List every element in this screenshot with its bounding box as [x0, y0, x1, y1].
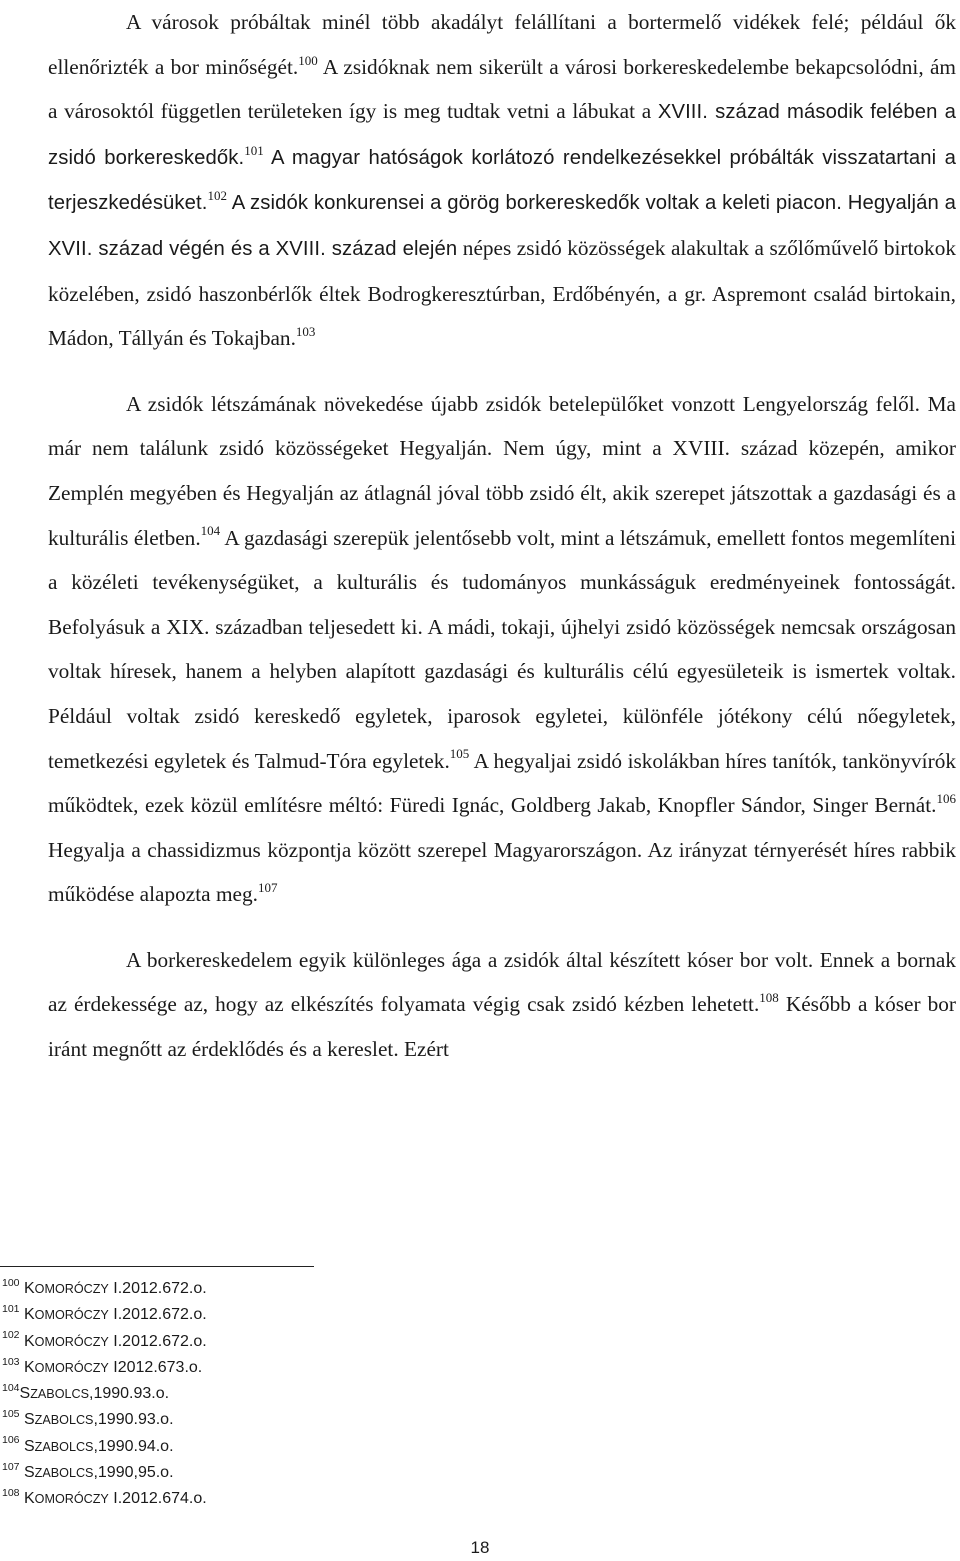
author-initial: K: [23, 1490, 35, 1508]
footnote-reference: 104: [200, 523, 221, 539]
footnote-reference-text: ,1990,95.o.: [93, 1464, 174, 1482]
footnote-reference: 106: [936, 791, 956, 806]
footnote: [2, 1276, 602, 1302]
text-run: XVIII. század második felében a zsidó borkereskedők.: [48, 101, 956, 169]
author-initial: S: [23, 1437, 35, 1455]
text-run: Hegyalja a chassidizmus központja között szerepel Magyarországon. Az irányzat térnyerését híres rabbik működése alapozta meg.: [48, 837, 956, 907]
footnote-reference: 100: [298, 52, 318, 68]
author-rest: OMORÓCZY: [34, 1308, 109, 1323]
footnote: [2, 1355, 602, 1381]
footnote: [2, 1407, 602, 1433]
footnotes: [2, 1276, 602, 1513]
footnote-number: 102: [2, 1329, 20, 1342]
text-run: A gazdasági szerepük jelentősebb volt, mint a létszámuk, emellett fontos megemlíteni a közéleti tevékenységüket, a kulturális és tudományos munkásságuk eredményeinek fontosságát. Befolyásuk a XIX. században teljesedett ki. A mádi, tokaji, újhelyi zsidó közösségek nemcsak országosan voltak híresek, hanem a helyben alapított gazdasági és kulturális célú egyesületeik is ismertek voltak. Például voltak zsidó kereskedő egyletek, iparosok egyletei, különféle jótékony célú nőegyletek, temetkezési egyletek és Talmud-Tóra egyletek.: [48, 525, 956, 773]
footnote-reference-text: ,1990.94.o.: [93, 1437, 174, 1455]
footnote-reference-text: I.2012.672.o.: [108, 1332, 207, 1350]
author-rest: OMORÓCZY: [34, 1282, 109, 1296]
author-initial: K: [23, 1306, 35, 1324]
footnote-number: 103: [2, 1355, 20, 1368]
footnote-number: 101: [2, 1302, 20, 1315]
footnote-reference: 103: [295, 324, 316, 340]
footnote-author: [24, 1280, 109, 1297]
footnote: [2, 1434, 602, 1460]
footnote-author: [24, 1411, 93, 1428]
footnote-reference-text: ,1990.93.o.: [89, 1385, 170, 1403]
text-run: A zsidók létszámának növekedése újabb zsidók betelepülőket vonzott Lengyelország felől. Ma már nem találunk zsidó közösségeket Hegyalján. Nem úgy, mint a XVIII. század közepén, amikor Zemplén megyében és Hegyalján az átlagnál jóval több zsidó élt, akik szerepet játszottak a gazdasági és a kulturális életben.: [48, 391, 956, 550]
text-run: Később a kóser bor iránt megnőtt az érdeklődés és a kereslet. Ezért: [48, 992, 956, 1062]
footnote-author: [24, 1306, 109, 1323]
footnote-number: 107: [2, 1460, 20, 1473]
footnote-author: [20, 1385, 89, 1402]
footnote: [2, 1302, 602, 1328]
author-rest: ZABOLCS: [34, 1466, 94, 1481]
footnote-number: 106: [2, 1434, 20, 1447]
footnote: [2, 1381, 602, 1407]
author-rest: ZABOLCS: [30, 1387, 89, 1402]
footnote-reference: 108: [759, 990, 779, 1006]
footnote-reference-text: I.2012.672.o.: [108, 1280, 207, 1297]
footnote-reference: 102: [207, 188, 228, 204]
footnote-reference-text: I.2012.672.o.: [108, 1306, 207, 1324]
footnote-number: 100: [2, 1276, 20, 1289]
author-rest: ZABOLCS: [34, 1439, 94, 1454]
author-rest: OMORÓCZY: [34, 1334, 109, 1349]
text-run: A borkereskedelem egyik különleges ága a zsidók által készített kóser bor volt. Ennek a bornak az érdekessége az, hogy az elkészítés folyamata végig csak zsidó kézben lehetett.: [48, 947, 956, 1017]
footnote-reference-text: ,1990.93.o.: [93, 1411, 174, 1429]
footnote: [2, 1460, 602, 1486]
author-rest: OMORÓCZY: [34, 1360, 109, 1375]
author-initial: S: [23, 1464, 35, 1482]
text-run: A városok próbáltak minél több akadályt felállítani a bortermelő vidékek felé; például ők ellenőrizték a bor minőségét.: [48, 10, 956, 79]
body-text: [48, 0, 956, 1072]
footnote-reference-text: I.2012.674.o.: [108, 1490, 207, 1508]
footnote-author: [24, 1464, 93, 1481]
paragraph: [48, 382, 956, 917]
footnote-number: 104: [2, 1381, 20, 1394]
author-initial: S: [23, 1411, 35, 1429]
paragraph: [48, 938, 956, 1072]
footnote-reference: 101: [244, 142, 264, 158]
text-run: A zsidóknak nem sikerült a városi borkereskedelembe bekapcsolódni, ám a városoktól független területeken így is meg tudtak vetni a lábukat a: [48, 54, 956, 124]
footnote: [2, 1486, 602, 1512]
text-run: népes zsidó közösségek alakultak a szőlőművelő birtokok közelében, zsidó haszonbérlők éltek Bodrogkeresztúrban, Erdőbényén, a gr. Aspremont család birtokain, Mádon, Tállyán és Tokajban.: [48, 235, 956, 351]
footnote-number: 105: [2, 1408, 20, 1421]
author-initial: K: [23, 1358, 35, 1376]
footnote-reference-text: I2012.673.o.: [108, 1358, 203, 1376]
footnote-number: 108: [2, 1487, 20, 1500]
author-initial: K: [23, 1280, 35, 1297]
footnote-author: [24, 1438, 93, 1455]
text-run: A zsidók konkurensei a görög borkereskedők voltak a keleti piacon. Hegyalján a XVII. század végén és a XVIII. század elején: [48, 192, 956, 260]
author-initial: K: [23, 1332, 35, 1350]
paragraph: [48, 0, 956, 361]
author-rest: ZABOLCS: [34, 1413, 94, 1428]
footnote-separator: [0, 1266, 314, 1267]
footnote-author: [24, 1333, 109, 1350]
text-run: A hegyaljai zsidó iskolákban híres tanítók, tankönyvírók működtek, ezek közül említésre méltó: Füredi Ignác, Goldberg Jakab, Knopfler Sándor, Singer Bernát.: [48, 748, 956, 818]
footnote-author: [24, 1490, 109, 1507]
footnote-reference: 107: [257, 880, 278, 896]
footnote: [2, 1329, 602, 1355]
author-rest: OMORÓCZY: [34, 1492, 109, 1507]
page-number: 18: [470, 1538, 490, 1557]
footnote-author: [24, 1359, 109, 1376]
footnote-reference: 105: [449, 746, 470, 762]
text-run: A magyar hatóságok korlátozó rendelkezésekkel próbálták visszatartani a terjeszkedésüket.: [48, 146, 956, 215]
author-initial: S: [19, 1385, 31, 1403]
